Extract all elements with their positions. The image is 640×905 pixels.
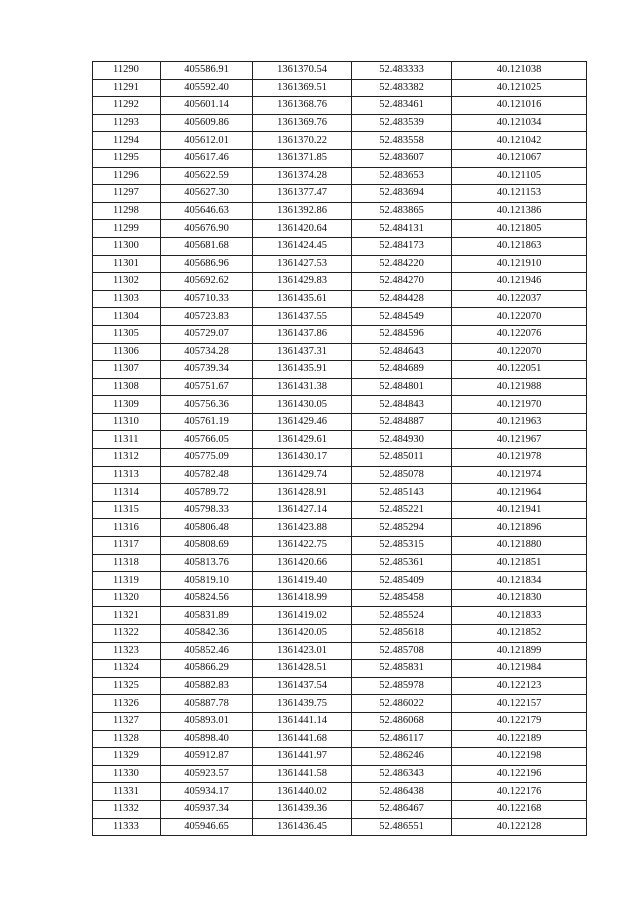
- point-id-cell: 11327: [93, 712, 161, 730]
- y-coordinate-cell: 1361439.36: [253, 800, 352, 818]
- point-id-cell: 11314: [93, 484, 161, 502]
- point-id-cell: 11332: [93, 800, 161, 818]
- point-id-cell: 11313: [93, 466, 161, 484]
- latitude-cell: 52.486246: [352, 748, 452, 766]
- y-coordinate-cell: 1361422.75: [253, 537, 352, 555]
- latitude-cell: 52.485708: [352, 642, 452, 660]
- x-coordinate-cell: 405806.48: [161, 519, 253, 537]
- x-coordinate-cell: 405617.46: [161, 149, 253, 167]
- y-coordinate-cell: 1361430.17: [253, 449, 352, 467]
- x-coordinate-cell: 405798.33: [161, 501, 253, 519]
- table-row: [93, 220, 587, 238]
- x-coordinate-cell: 405866.29: [161, 660, 253, 678]
- x-coordinate-cell: 405592.40: [161, 79, 253, 97]
- table-row: [93, 79, 587, 97]
- point-id-cell: 11319: [93, 572, 161, 590]
- table-row: [93, 202, 587, 220]
- longitude-cell: 40.121974: [452, 466, 587, 484]
- longitude-cell: 40.121967: [452, 431, 587, 449]
- table-row: [93, 765, 587, 783]
- point-id-cell: 11301: [93, 255, 161, 273]
- longitude-cell: 40.122051: [452, 361, 587, 379]
- longitude-cell: 40.122196: [452, 765, 587, 783]
- table-row: [93, 361, 587, 379]
- x-coordinate-cell: 405831.89: [161, 607, 253, 625]
- y-coordinate-cell: 1361430.05: [253, 396, 352, 414]
- longitude-cell: 40.122128: [452, 818, 587, 836]
- x-coordinate-cell: 405898.40: [161, 730, 253, 748]
- latitude-cell: 52.484428: [352, 290, 452, 308]
- table-row: [93, 677, 587, 695]
- latitude-cell: 52.485458: [352, 589, 452, 607]
- table-row: [93, 114, 587, 132]
- table-row: [93, 62, 587, 80]
- table-row: [93, 378, 587, 396]
- x-coordinate-cell: 405622.59: [161, 167, 253, 185]
- longitude-cell: 40.122076: [452, 325, 587, 343]
- y-coordinate-cell: 1361377.47: [253, 185, 352, 203]
- y-coordinate-cell: 1361369.76: [253, 114, 352, 132]
- point-id-cell: 11317: [93, 537, 161, 555]
- x-coordinate-cell: 405739.34: [161, 361, 253, 379]
- point-id-cell: 11292: [93, 97, 161, 115]
- latitude-cell: 52.485361: [352, 554, 452, 572]
- y-coordinate-cell: 1361429.61: [253, 431, 352, 449]
- table-row: [93, 712, 587, 730]
- point-id-cell: 11331: [93, 783, 161, 801]
- table-row: [93, 149, 587, 167]
- latitude-cell: 52.484643: [352, 343, 452, 361]
- y-coordinate-cell: 1361428.51: [253, 660, 352, 678]
- latitude-cell: 52.484801: [352, 378, 452, 396]
- x-coordinate-cell: 405766.05: [161, 431, 253, 449]
- y-coordinate-cell: 1361437.86: [253, 325, 352, 343]
- x-coordinate-cell: 405681.68: [161, 237, 253, 255]
- y-coordinate-cell: 1361427.53: [253, 255, 352, 273]
- x-coordinate-cell: 405686.96: [161, 255, 253, 273]
- y-coordinate-cell: 1361441.97: [253, 748, 352, 766]
- longitude-cell: 40.122168: [452, 800, 587, 818]
- latitude-cell: 52.486117: [352, 730, 452, 748]
- x-coordinate-cell: 405586.91: [161, 62, 253, 80]
- latitude-cell: 52.486438: [352, 783, 452, 801]
- x-coordinate-cell: 405729.07: [161, 325, 253, 343]
- y-coordinate-cell: 1361392.86: [253, 202, 352, 220]
- x-coordinate-cell: 405819.10: [161, 572, 253, 590]
- x-coordinate-cell: 405775.09: [161, 449, 253, 467]
- longitude-cell: 40.122189: [452, 730, 587, 748]
- x-coordinate-cell: 405813.76: [161, 554, 253, 572]
- table-row: [93, 519, 587, 537]
- table-row: [93, 642, 587, 660]
- point-id-cell: 11326: [93, 695, 161, 713]
- latitude-cell: 52.484131: [352, 220, 452, 238]
- latitude-cell: 52.484930: [352, 431, 452, 449]
- latitude-cell: 52.484843: [352, 396, 452, 414]
- x-coordinate-cell: 405852.46: [161, 642, 253, 660]
- table-row: [93, 783, 587, 801]
- latitude-cell: 52.483558: [352, 132, 452, 150]
- longitude-cell: 40.121153: [452, 185, 587, 203]
- longitude-cell: 40.121963: [452, 413, 587, 431]
- latitude-cell: 52.484270: [352, 273, 452, 291]
- latitude-cell: 52.486068: [352, 712, 452, 730]
- table-row: [93, 255, 587, 273]
- y-coordinate-cell: 1361429.83: [253, 273, 352, 291]
- longitude-cell: 40.121984: [452, 660, 587, 678]
- y-coordinate-cell: 1361369.51: [253, 79, 352, 97]
- table-row: [93, 237, 587, 255]
- x-coordinate-cell: 405627.30: [161, 185, 253, 203]
- y-coordinate-cell: 1361423.01: [253, 642, 352, 660]
- y-coordinate-cell: 1361428.91: [253, 484, 352, 502]
- x-coordinate-cell: 405751.67: [161, 378, 253, 396]
- y-coordinate-cell: 1361370.54: [253, 62, 352, 80]
- longitude-cell: 40.121067: [452, 149, 587, 167]
- x-coordinate-cell: 405646.63: [161, 202, 253, 220]
- point-id-cell: 11324: [93, 660, 161, 678]
- point-id-cell: 11329: [93, 748, 161, 766]
- y-coordinate-cell: 1361429.74: [253, 466, 352, 484]
- x-coordinate-cell: 405710.33: [161, 290, 253, 308]
- latitude-cell: 52.485978: [352, 677, 452, 695]
- x-coordinate-cell: 405609.86: [161, 114, 253, 132]
- longitude-cell: 40.122157: [452, 695, 587, 713]
- point-id-cell: 11299: [93, 220, 161, 238]
- point-id-cell: 11311: [93, 431, 161, 449]
- latitude-cell: 52.486343: [352, 765, 452, 783]
- point-id-cell: 11330: [93, 765, 161, 783]
- y-coordinate-cell: 1361439.75: [253, 695, 352, 713]
- x-coordinate-cell: 405882.83: [161, 677, 253, 695]
- latitude-cell: 52.483333: [352, 62, 452, 80]
- point-id-cell: 11312: [93, 449, 161, 467]
- table-row: [93, 308, 587, 326]
- latitude-cell: 52.486022: [352, 695, 452, 713]
- longitude-cell: 40.121805: [452, 220, 587, 238]
- latitude-cell: 52.485221: [352, 501, 452, 519]
- longitude-cell: 40.121964: [452, 484, 587, 502]
- latitude-cell: 52.484887: [352, 413, 452, 431]
- point-id-cell: 11315: [93, 501, 161, 519]
- y-coordinate-cell: 1361371.85: [253, 149, 352, 167]
- table-row: [93, 484, 587, 502]
- point-id-cell: 11316: [93, 519, 161, 537]
- longitude-cell: 40.122070: [452, 343, 587, 361]
- table-row: [93, 730, 587, 748]
- x-coordinate-cell: 405789.72: [161, 484, 253, 502]
- x-coordinate-cell: 405692.62: [161, 273, 253, 291]
- longitude-cell: 40.121970: [452, 396, 587, 414]
- latitude-cell: 52.485409: [352, 572, 452, 590]
- latitude-cell: 52.484220: [352, 255, 452, 273]
- y-coordinate-cell: 1361419.02: [253, 607, 352, 625]
- x-coordinate-cell: 405734.28: [161, 343, 253, 361]
- longitude-cell: 40.121880: [452, 537, 587, 555]
- y-coordinate-cell: 1361424.45: [253, 237, 352, 255]
- table-row: [93, 325, 587, 343]
- x-coordinate-cell: 405756.36: [161, 396, 253, 414]
- point-id-cell: 11333: [93, 818, 161, 836]
- table-row: [93, 572, 587, 590]
- point-id-cell: 11295: [93, 149, 161, 167]
- y-coordinate-cell: 1361429.46: [253, 413, 352, 431]
- table-row: [93, 431, 587, 449]
- point-id-cell: 11303: [93, 290, 161, 308]
- x-coordinate-cell: 405937.34: [161, 800, 253, 818]
- point-id-cell: 11310: [93, 413, 161, 431]
- longitude-cell: 40.121988: [452, 378, 587, 396]
- y-coordinate-cell: 1361437.55: [253, 308, 352, 326]
- x-coordinate-cell: 405946.65: [161, 818, 253, 836]
- latitude-cell: 52.484173: [352, 237, 452, 255]
- table-row: [93, 818, 587, 836]
- longitude-cell: 40.121863: [452, 237, 587, 255]
- point-id-cell: 11298: [93, 202, 161, 220]
- latitude-cell: 52.485294: [352, 519, 452, 537]
- point-id-cell: 11307: [93, 361, 161, 379]
- y-coordinate-cell: 1361370.22: [253, 132, 352, 150]
- longitude-cell: 40.122070: [452, 308, 587, 326]
- longitude-cell: 40.121910: [452, 255, 587, 273]
- point-id-cell: 11302: [93, 273, 161, 291]
- point-id-cell: 11291: [93, 79, 161, 97]
- x-coordinate-cell: 405612.01: [161, 132, 253, 150]
- point-id-cell: 11328: [93, 730, 161, 748]
- point-id-cell: 11321: [93, 607, 161, 625]
- latitude-cell: 52.484596: [352, 325, 452, 343]
- latitude-cell: 52.483694: [352, 185, 452, 203]
- x-coordinate-cell: 405676.90: [161, 220, 253, 238]
- y-coordinate-cell: 1361420.66: [253, 554, 352, 572]
- latitude-cell: 52.486551: [352, 818, 452, 836]
- table-row: [93, 167, 587, 185]
- longitude-cell: 40.122123: [452, 677, 587, 695]
- latitude-cell: 52.484549: [352, 308, 452, 326]
- y-coordinate-cell: 1361418.99: [253, 589, 352, 607]
- y-coordinate-cell: 1361374.28: [253, 167, 352, 185]
- y-coordinate-cell: 1361441.58: [253, 765, 352, 783]
- x-coordinate-cell: 405923.57: [161, 765, 253, 783]
- y-coordinate-cell: 1361441.14: [253, 712, 352, 730]
- y-coordinate-cell: 1361419.40: [253, 572, 352, 590]
- x-coordinate-cell: 405808.69: [161, 537, 253, 555]
- point-id-cell: 11320: [93, 589, 161, 607]
- x-coordinate-cell: 405782.48: [161, 466, 253, 484]
- table-row: [93, 695, 587, 713]
- point-id-cell: 11322: [93, 625, 161, 643]
- latitude-cell: 52.486467: [352, 800, 452, 818]
- latitude-cell: 52.483382: [352, 79, 452, 97]
- latitude-cell: 52.485078: [352, 466, 452, 484]
- table-row: [93, 625, 587, 643]
- longitude-cell: 40.121946: [452, 273, 587, 291]
- table-body: [93, 62, 587, 836]
- table-row: [93, 273, 587, 291]
- latitude-cell: 52.483539: [352, 114, 452, 132]
- y-coordinate-cell: 1361427.14: [253, 501, 352, 519]
- point-id-cell: 11308: [93, 378, 161, 396]
- latitude-cell: 52.485315: [352, 537, 452, 555]
- longitude-cell: 40.121038: [452, 62, 587, 80]
- longitude-cell: 40.122176: [452, 783, 587, 801]
- longitude-cell: 40.122179: [452, 712, 587, 730]
- y-coordinate-cell: 1361368.76: [253, 97, 352, 115]
- longitude-cell: 40.121896: [452, 519, 587, 537]
- table-row: [93, 132, 587, 150]
- latitude-cell: 52.483653: [352, 167, 452, 185]
- table-row: [93, 290, 587, 308]
- y-coordinate-cell: 1361431.38: [253, 378, 352, 396]
- latitude-cell: 52.483865: [352, 202, 452, 220]
- x-coordinate-cell: 405912.87: [161, 748, 253, 766]
- x-coordinate-cell: 405934.17: [161, 783, 253, 801]
- longitude-cell: 40.121025: [452, 79, 587, 97]
- coordinates-table: [92, 61, 587, 836]
- point-id-cell: 11305: [93, 325, 161, 343]
- x-coordinate-cell: 405723.83: [161, 308, 253, 326]
- point-id-cell: 11297: [93, 185, 161, 203]
- x-coordinate-cell: 405761.19: [161, 413, 253, 431]
- table-row: [93, 660, 587, 678]
- table-row: [93, 537, 587, 555]
- latitude-cell: 52.485524: [352, 607, 452, 625]
- y-coordinate-cell: 1361420.05: [253, 625, 352, 643]
- latitude-cell: 52.485143: [352, 484, 452, 502]
- y-coordinate-cell: 1361437.54: [253, 677, 352, 695]
- table-row: [93, 185, 587, 203]
- point-id-cell: 11296: [93, 167, 161, 185]
- x-coordinate-cell: 405824.56: [161, 589, 253, 607]
- longitude-cell: 40.121851: [452, 554, 587, 572]
- table-row: [93, 396, 587, 414]
- table-row: [93, 449, 587, 467]
- y-coordinate-cell: 1361435.61: [253, 290, 352, 308]
- x-coordinate-cell: 405887.78: [161, 695, 253, 713]
- longitude-cell: 40.121830: [452, 589, 587, 607]
- point-id-cell: 11304: [93, 308, 161, 326]
- y-coordinate-cell: 1361441.68: [253, 730, 352, 748]
- y-coordinate-cell: 1361423.88: [253, 519, 352, 537]
- longitude-cell: 40.121034: [452, 114, 587, 132]
- table-row: [93, 589, 587, 607]
- y-coordinate-cell: 1361420.64: [253, 220, 352, 238]
- point-id-cell: 11290: [93, 62, 161, 80]
- latitude-cell: 52.485011: [352, 449, 452, 467]
- table-row: [93, 607, 587, 625]
- longitude-cell: 40.122198: [452, 748, 587, 766]
- point-id-cell: 11309: [93, 396, 161, 414]
- table-row: [93, 466, 587, 484]
- table-row: [93, 501, 587, 519]
- point-id-cell: 11318: [93, 554, 161, 572]
- latitude-cell: 52.485618: [352, 625, 452, 643]
- table-row: [93, 800, 587, 818]
- y-coordinate-cell: 1361440.02: [253, 783, 352, 801]
- longitude-cell: 40.121105: [452, 167, 587, 185]
- x-coordinate-cell: 405842.36: [161, 625, 253, 643]
- x-coordinate-cell: 405601.14: [161, 97, 253, 115]
- latitude-cell: 52.483607: [352, 149, 452, 167]
- longitude-cell: 40.121833: [452, 607, 587, 625]
- longitude-cell: 40.121899: [452, 642, 587, 660]
- table-row: [93, 97, 587, 115]
- latitude-cell: 52.484689: [352, 361, 452, 379]
- longitude-cell: 40.122037: [452, 290, 587, 308]
- point-id-cell: 11294: [93, 132, 161, 150]
- longitude-cell: 40.121016: [452, 97, 587, 115]
- point-id-cell: 11323: [93, 642, 161, 660]
- table-row: [93, 554, 587, 572]
- table-row: [93, 343, 587, 361]
- table-row: [93, 748, 587, 766]
- longitude-cell: 40.121941: [452, 501, 587, 519]
- y-coordinate-cell: 1361437.31: [253, 343, 352, 361]
- point-id-cell: 11306: [93, 343, 161, 361]
- point-id-cell: 11300: [93, 237, 161, 255]
- y-coordinate-cell: 1361435.91: [253, 361, 352, 379]
- latitude-cell: 52.483461: [352, 97, 452, 115]
- longitude-cell: 40.121978: [452, 449, 587, 467]
- y-coordinate-cell: 1361436.45: [253, 818, 352, 836]
- point-id-cell: 11325: [93, 677, 161, 695]
- longitude-cell: 40.121834: [452, 572, 587, 590]
- table-row: [93, 413, 587, 431]
- longitude-cell: 40.121042: [452, 132, 587, 150]
- latitude-cell: 52.485831: [352, 660, 452, 678]
- longitude-cell: 40.121852: [452, 625, 587, 643]
- point-id-cell: 11293: [93, 114, 161, 132]
- longitude-cell: 40.121386: [452, 202, 587, 220]
- x-coordinate-cell: 405893.01: [161, 712, 253, 730]
